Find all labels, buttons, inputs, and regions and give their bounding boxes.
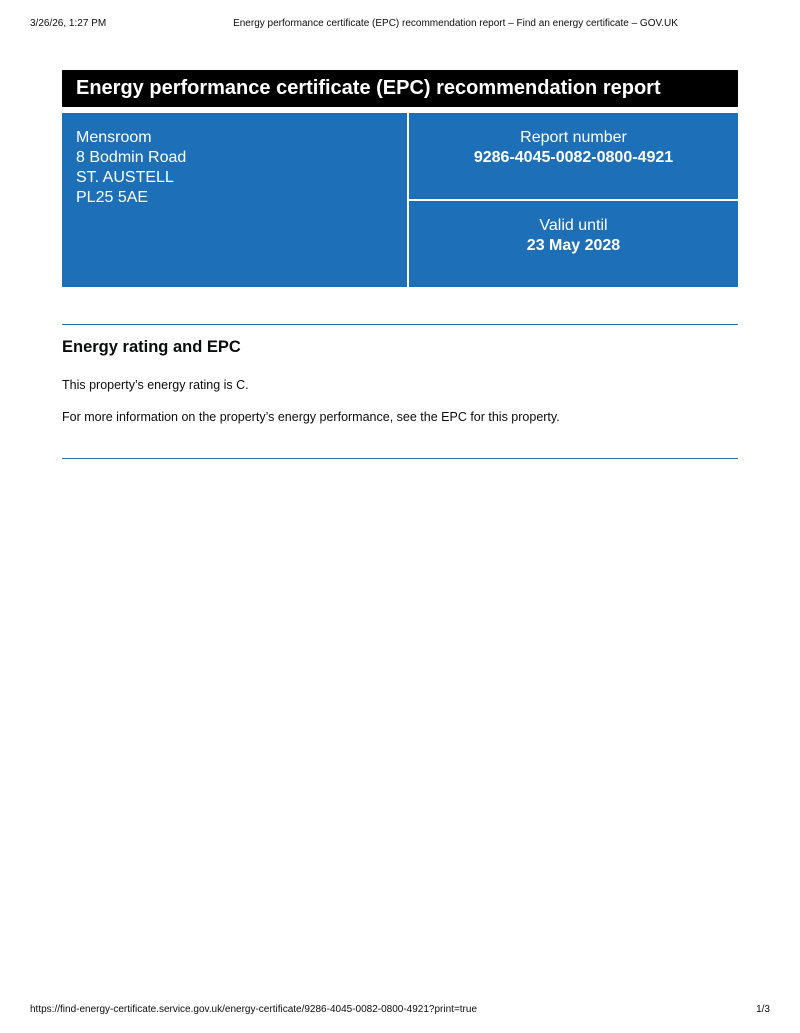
print-page-number: 1/3 [756, 1004, 770, 1015]
epc-info-prefix: For more information on the property’s energy performance, see the [62, 410, 442, 424]
certificate-summary [62, 113, 738, 287]
report-title: Energy performance certificate (EPC) recommendation report [62, 70, 738, 107]
valid-until-box [409, 201, 738, 287]
epc-info-suffix: . [556, 410, 560, 424]
print-footer [0, 1003, 800, 1017]
section-divider-bottom [62, 458, 738, 459]
print-page-title: Energy performance certificate (EPC) recommendation report – Find an energy certificate – GOV.UK [233, 18, 678, 29]
address-line-3: ST. AUSTELL [76, 169, 174, 186]
address-postcode: PL25 5AE [76, 189, 149, 206]
energy-rating-text: This property’s energy rating is C. [62, 378, 249, 392]
epc-info-text [62, 409, 560, 425]
energy-rating-heading: Energy rating and EPC [62, 338, 241, 356]
valid-until-value: 23 May 2028 [526, 237, 621, 254]
property-address [62, 113, 407, 287]
report-number-label: Report number [520, 129, 627, 146]
valid-until-label: Valid until [539, 217, 608, 234]
report-number-box [409, 113, 738, 199]
print-date: 3/26/26, 1:27 PM [30, 18, 107, 29]
epc-link[interactable]: EPC for this property [441, 410, 557, 424]
print-header [0, 17, 800, 31]
address-line-1: Mensroom [76, 129, 152, 146]
address-line-2: 8 Bodmin Road [76, 149, 187, 166]
report-number-value: 9286-4045-0082-0800-4921 [473, 149, 674, 166]
print-url: https://find-energy-certificate.service.gov.uk/energy-certificate/9286-4045-0082-0800-4921?print=true [30, 1004, 478, 1015]
section-divider-top [62, 324, 738, 325]
